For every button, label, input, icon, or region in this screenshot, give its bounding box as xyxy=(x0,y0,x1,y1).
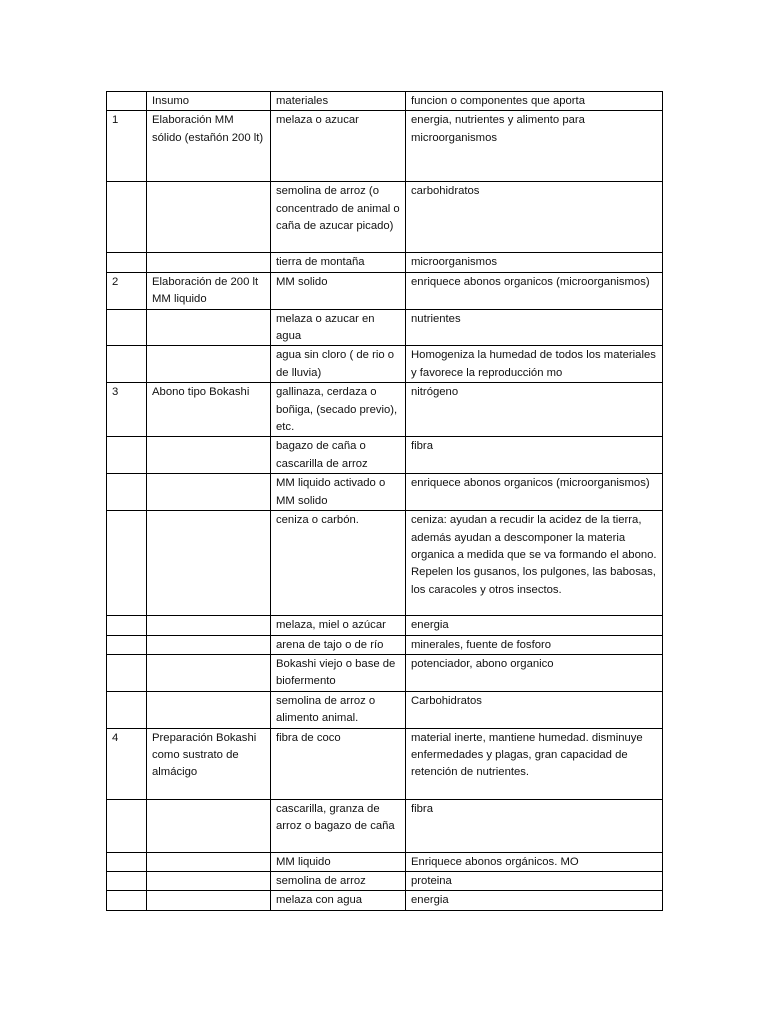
table-row xyxy=(107,511,663,616)
cell-number xyxy=(107,309,147,346)
cell-material: fibra de coco xyxy=(271,728,406,799)
cell-funcion: Carbohidratos xyxy=(406,691,663,728)
cell-insumo xyxy=(147,871,271,890)
cell-insumo xyxy=(147,691,271,728)
table-row xyxy=(107,728,663,799)
table-row xyxy=(107,272,663,309)
cell-funcion: energia xyxy=(406,616,663,635)
cell-number xyxy=(107,799,147,852)
cell-insumo xyxy=(147,309,271,346)
header-number xyxy=(107,92,147,111)
cell-insumo xyxy=(147,474,271,511)
table-row xyxy=(107,871,663,890)
cell-insumo: Elaboración de 200 lt MM liquido xyxy=(147,272,271,309)
header-materiales: materiales xyxy=(271,92,406,111)
cell-funcion: ceniza: ayudan a recudir la acidez de la tierra, además ayudan a descomponer la materia organica a medida que se va formando el abono. Repelen los gusanos, los pulgones, las babosas, los caracoles y otros insectos. xyxy=(406,511,663,616)
cell-number: 2 xyxy=(107,272,147,309)
cell-insumo xyxy=(147,635,271,654)
cell-material: semolina de arroz xyxy=(271,871,406,890)
table-row xyxy=(107,474,663,511)
cell-funcion: Enriquece abonos orgánicos. MO xyxy=(406,852,663,871)
table-body xyxy=(107,111,663,910)
cell-funcion: microorganismos xyxy=(406,253,663,272)
cell-material: melaza, miel o azúcar xyxy=(271,616,406,635)
cell-number xyxy=(107,511,147,616)
cell-number: 3 xyxy=(107,383,147,437)
cell-number: 4 xyxy=(107,728,147,799)
cell-funcion: enriquece abonos organicos (microorganismos) xyxy=(406,474,663,511)
cell-material: MM solido xyxy=(271,272,406,309)
cell-funcion: fibra xyxy=(406,437,663,474)
cell-funcion: fibra xyxy=(406,799,663,852)
table-row xyxy=(107,891,663,910)
cell-insumo xyxy=(147,852,271,871)
cell-number xyxy=(107,474,147,511)
cell-number xyxy=(107,635,147,654)
cell-number xyxy=(107,182,147,253)
cell-insumo: Elaboración MM sólido (estañón 200 lt) xyxy=(147,111,271,182)
cell-material: gallinaza, cerdaza o boñiga, (secado previo), etc. xyxy=(271,383,406,437)
cell-funcion: proteina xyxy=(406,871,663,890)
cell-funcion: Homogeniza la humedad de todos los materiales y favorece la reproducción mo xyxy=(406,346,663,383)
table-row xyxy=(107,852,663,871)
cell-material: semolina de arroz o alimento animal. xyxy=(271,691,406,728)
cell-material: melaza o azucar xyxy=(271,111,406,182)
header-insumo: Insumo xyxy=(147,92,271,111)
table-row xyxy=(107,111,663,182)
cell-material: arena de tajo o de río xyxy=(271,635,406,654)
cell-number xyxy=(107,616,147,635)
table-row xyxy=(107,346,663,383)
cell-funcion: energia xyxy=(406,891,663,910)
table-row xyxy=(107,437,663,474)
cell-funcion: nutrientes xyxy=(406,309,663,346)
cell-funcion: enriquece abonos organicos (microorganismos) xyxy=(406,272,663,309)
cell-material: MM liquido xyxy=(271,852,406,871)
cell-material: ceniza o carbón. xyxy=(271,511,406,616)
cell-material: Bokashi viejo o base de biofermento xyxy=(271,654,406,691)
cell-funcion: material inerte, mantiene humedad. disminuye enfermedades y plagas, gran capacidad de retención de nutrientes. xyxy=(406,728,663,799)
cell-funcion: energia, nutrientes y alimento para microorganismos xyxy=(406,111,663,182)
cell-funcion: potenciador, abono organico xyxy=(406,654,663,691)
cell-material: MM liquido activado o MM solido xyxy=(271,474,406,511)
cell-insumo xyxy=(147,616,271,635)
cell-insumo xyxy=(147,891,271,910)
cell-number xyxy=(107,346,147,383)
cell-number xyxy=(107,871,147,890)
cell-insumo: Preparación Bokashi como sustrato de almácigo xyxy=(147,728,271,799)
cell-insumo xyxy=(147,346,271,383)
table-header-row xyxy=(107,92,663,111)
table-row xyxy=(107,616,663,635)
cell-insumo xyxy=(147,437,271,474)
table-row xyxy=(107,635,663,654)
cell-number xyxy=(107,654,147,691)
table-row xyxy=(107,691,663,728)
table-row xyxy=(107,654,663,691)
cell-funcion: nitrógeno xyxy=(406,383,663,437)
table-row xyxy=(107,383,663,437)
cell-material: semolina de arroz (o concentrado de animal o caña de azucar picado) xyxy=(271,182,406,253)
cell-material: agua sin cloro ( de rio o de lluvia) xyxy=(271,346,406,383)
cell-insumo xyxy=(147,654,271,691)
cell-insumo xyxy=(147,511,271,616)
cell-funcion: carbohidratos xyxy=(406,182,663,253)
cell-material: melaza o azucar en agua xyxy=(271,309,406,346)
cell-number xyxy=(107,253,147,272)
cell-material: bagazo de caña o cascarilla de arroz xyxy=(271,437,406,474)
inputs-table xyxy=(106,91,663,911)
cell-funcion: minerales, fuente de fosforo xyxy=(406,635,663,654)
table-row xyxy=(107,309,663,346)
table-row xyxy=(107,799,663,852)
table-row xyxy=(107,253,663,272)
cell-number xyxy=(107,691,147,728)
cell-number xyxy=(107,891,147,910)
cell-number: 1 xyxy=(107,111,147,182)
cell-material: tierra de montaña xyxy=(271,253,406,272)
cell-insumo: Abono tipo Bokashi xyxy=(147,383,271,437)
cell-number xyxy=(107,437,147,474)
cell-insumo xyxy=(147,182,271,253)
header-funcion: funcion o componentes que aporta xyxy=(406,92,663,111)
cell-insumo xyxy=(147,253,271,272)
cell-material: cascarilla, granza de arroz o bagazo de caña xyxy=(271,799,406,852)
cell-insumo xyxy=(147,799,271,852)
table-row xyxy=(107,182,663,253)
cell-number xyxy=(107,852,147,871)
cell-material: melaza con agua xyxy=(271,891,406,910)
